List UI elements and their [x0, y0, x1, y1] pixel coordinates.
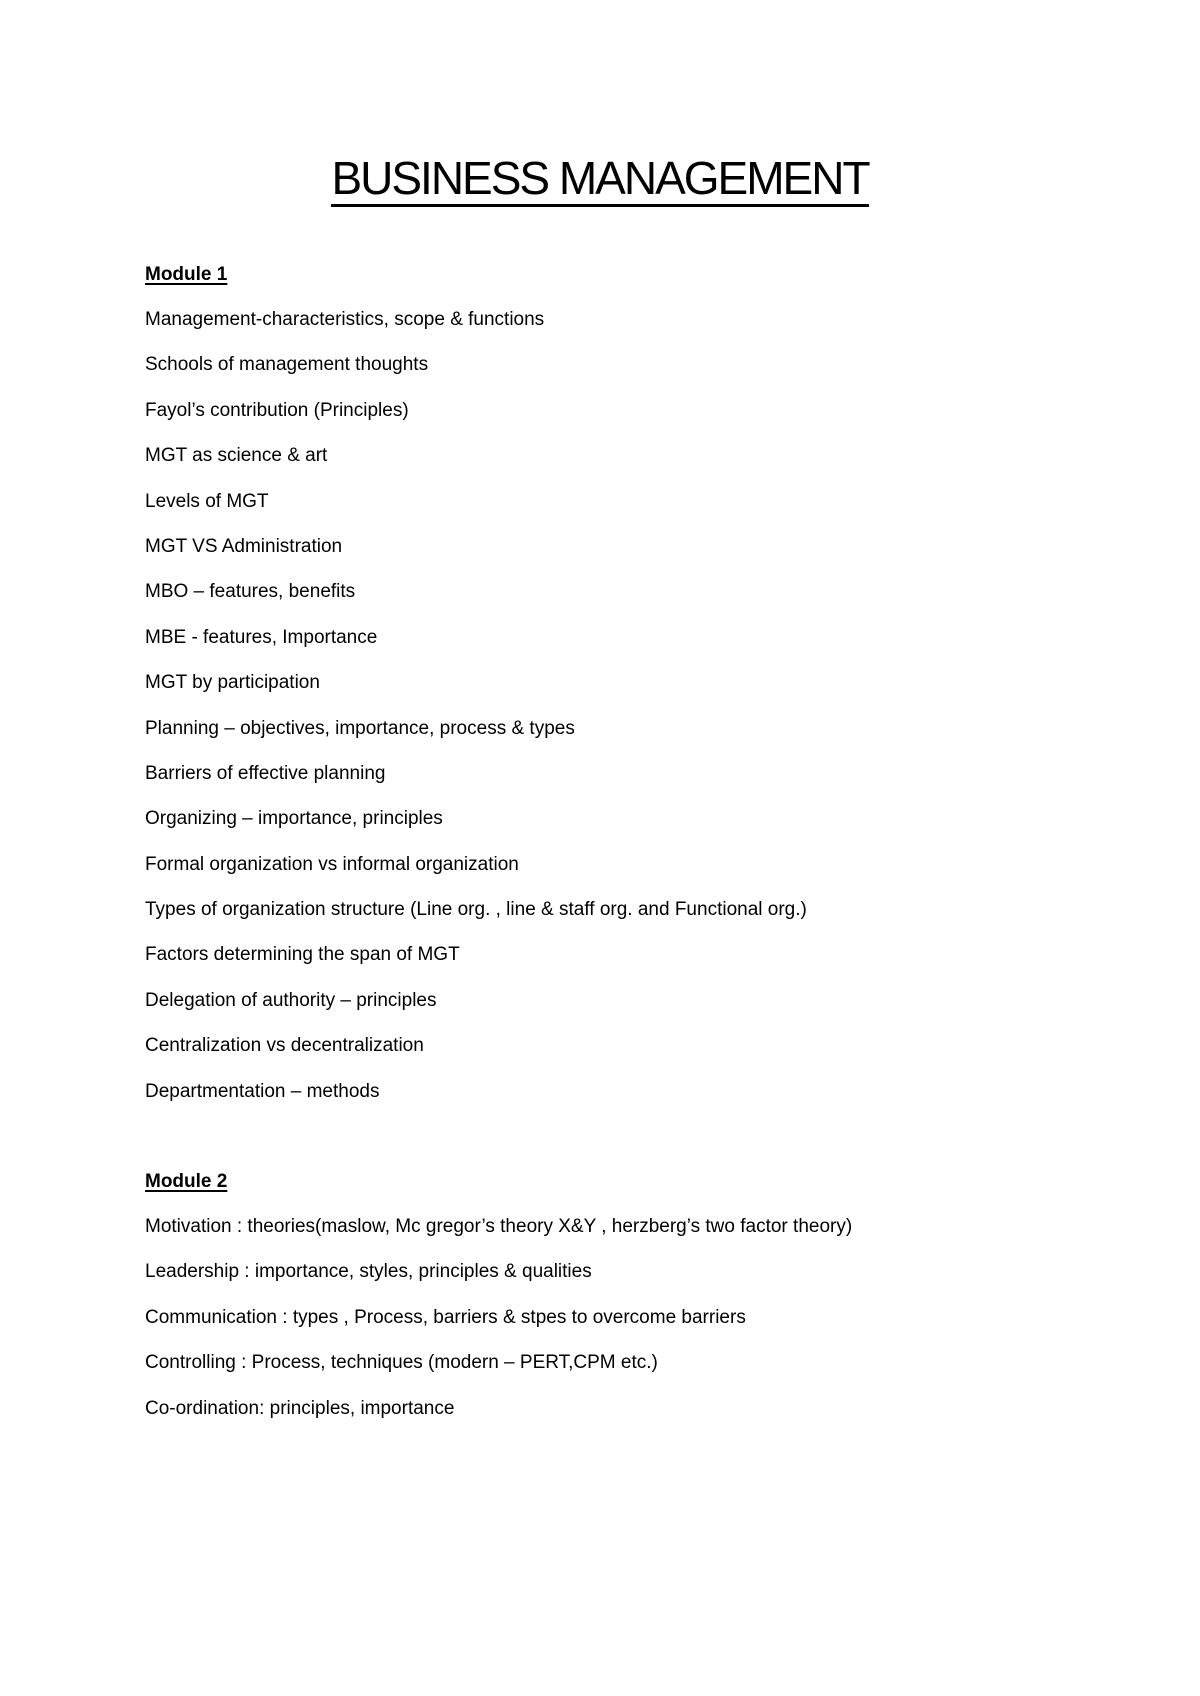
module-1-topic: MGT VS Administration — [145, 535, 343, 557]
module-1-heading: Module 1 — [145, 264, 228, 285]
module-1-topic: Delegation of authority – principles — [145, 989, 437, 1011]
module-1-topic: Management-characteristics, scope & functions — [145, 309, 545, 330]
document-content — [145, 262, 1125, 1441]
module-1-topic: Fayol’s contribution (Principles) — [145, 399, 409, 421]
document-title: BUSINESS MANAGEMENT — [331, 152, 868, 207]
module-2-topic: Co-ordination: principles, importance — [145, 1397, 455, 1419]
module-1-topic: Schools of management thoughts — [145, 354, 429, 376]
document-title-container — [0, 150, 1200, 206]
module-1-topic: Barriers of effective planning — [145, 762, 386, 784]
module-1-topic: MGT as science & art — [145, 445, 328, 467]
module-1-topic: Formal organization vs informal organization — [145, 853, 519, 875]
module-2-topic: Leadership : importance, styles, principles & qualities — [145, 1261, 592, 1283]
module-1-topic: Departmentation – methods — [145, 1080, 380, 1102]
module-1-topic: Types of organization structure (Line org. , line & staff org. and Functional org.) — [145, 899, 807, 921]
module-1-topic: Levels of MGT — [145, 490, 269, 512]
module-1-topic: MBE - features, Importance — [145, 626, 378, 648]
module-2-heading: Module 2 — [145, 1171, 228, 1193]
module-1-topic: Centralization vs decentralization — [145, 1035, 424, 1057]
module-1-topic: MGT by participation — [145, 672, 320, 694]
module-1-topic: Factors determining the span of MGT — [145, 944, 460, 966]
module-2-topic: Controlling : Process, techniques (modern – PERT,CPM etc.) — [145, 1352, 658, 1374]
module-spacer — [145, 1124, 1125, 1169]
module-1-topic: Organizing – importance, principles — [145, 808, 443, 830]
module-2-topic: Motivation : theories(maslow, Mc gregor’s theory X&Y , herzberg’s two factor theory) — [145, 1216, 853, 1238]
module-2-topic: Communication : types , Process, barriers & stpes to overcome barriers — [145, 1306, 746, 1328]
module-1-topic: MBO – features, benefits — [145, 581, 356, 603]
module-1-topic: Planning – objectives, importance, process & types — [145, 717, 575, 739]
